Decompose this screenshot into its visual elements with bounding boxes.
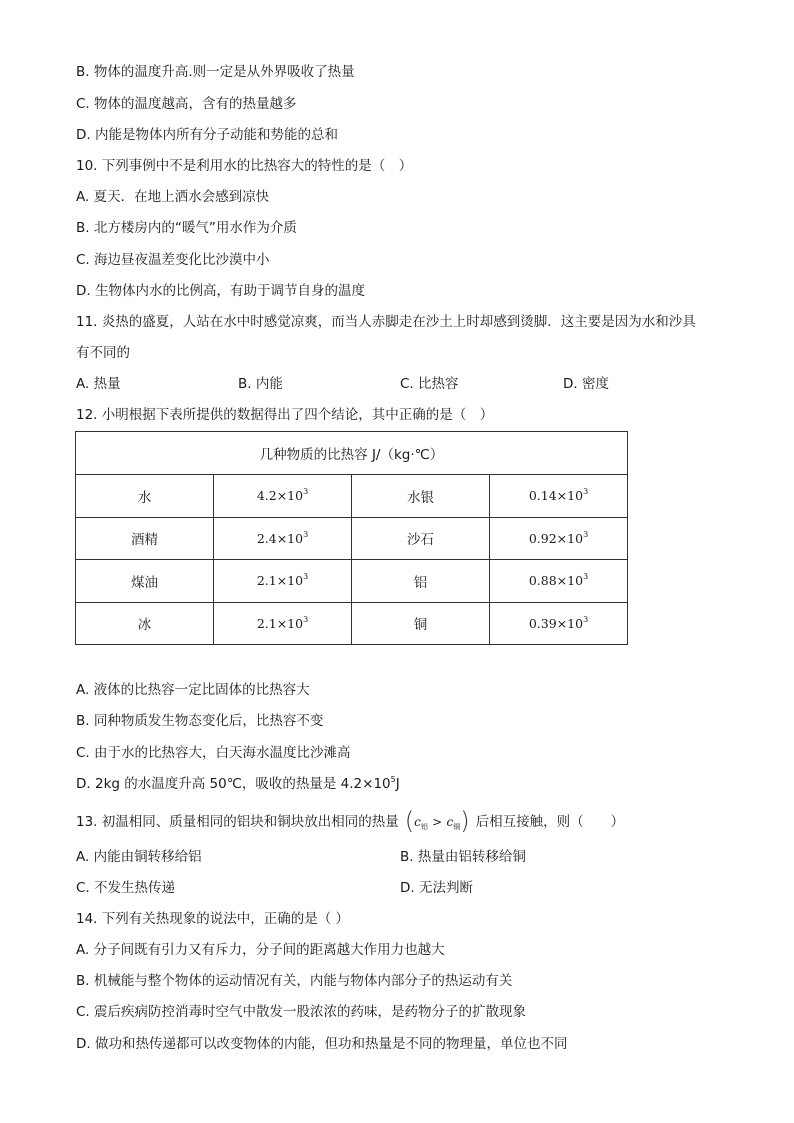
substance-cell: 酒精 [76, 517, 214, 560]
q12-option-a: A. 液体的比热容一定比固体的比热容大 [76, 682, 310, 698]
substance-cell: 铝 [352, 560, 490, 603]
q14-option-c: C. 震后疾病防控消毒时空气中散发一股浓浓的药味，是药物分子的扩散现象 [76, 1004, 527, 1020]
table-row [76, 602, 628, 645]
q11-stem-line1: 11. 炎热的盛夏，人站在水中时感觉凉爽，而当人赤脚走在沙土上时却感到烫脚．这主要是因为水和沙具 [76, 314, 696, 330]
table-row [76, 560, 628, 603]
value-cell: $0.14\times 10^3$ [490, 475, 628, 518]
substance-cell: 煤油 [76, 560, 214, 603]
q9-option-b: B. 物体的温度升高.则一定是从外界吸收了热量 [76, 64, 355, 80]
value-cell: $0.92\times 10^3$ [490, 517, 628, 560]
value-cell: $4.2\times 10^3$ [214, 475, 352, 518]
q13-option-c: C. 不发生热传递 [76, 880, 176, 896]
substance-cell: 铜 [352, 602, 490, 645]
q13-option-b: B. 热量由铝转移给铜 [400, 849, 526, 865]
value-cell: $0.88\times 10^3$ [490, 560, 628, 603]
value-cell: $0.39\times 10^3$ [490, 602, 628, 645]
q14-option-b: B. 机械能与整个物体的运动情况有关，内能与物体内部分子的热运动有关 [76, 973, 513, 989]
specific-heat-table [75, 431, 628, 645]
q11-option-a: A. 热量 [76, 376, 121, 392]
q10-option-a: A. 夏天．在地上洒水会感到凉快 [76, 189, 270, 205]
value-cell: $2.1\times 10^3$ [214, 560, 352, 603]
q12-option-b: B. 同种物质发生物态变化后，比热容不变 [76, 713, 324, 729]
q10-option-d: D. 生物体内水的比例高，有助于调节自身的温度 [76, 283, 365, 299]
substance-cell: 沙石 [352, 517, 490, 560]
q10-stem: 10. 下列事例中不是利用水的比热容大的特性的是（ ） [76, 158, 413, 174]
q14-stem: 14. 下列有关热现象的说法中，正确的是（ ） [76, 911, 350, 927]
q9-option-d: D. 内能是物体内所有分子动能和势能的总和 [76, 127, 338, 143]
q14-option-a: A. 分子间既有引力又有斥力，分子间的距离越大作用力也越大 [76, 942, 445, 958]
q13-stem: 13. 初温相同、质量相同的铝块和铜块放出相同的热量 $(c_铝 > c_铜)$ 后相互接触，则（ ） [76, 807, 625, 835]
q10-option-b: B. 北方楼房内的“暖气”用水作为介质 [76, 220, 297, 236]
q11-stem-line2: 有不同的 [76, 345, 130, 361]
heat-capacity-formula: $(c_铝 > c_铜)$ [404, 807, 470, 835]
q14-option-d: D. 做功和热传递都可以改变物体的内能，但功和热量是不同的物理量，单位也不同 [76, 1036, 568, 1052]
substance-cell: 水银 [352, 475, 490, 518]
q11-option-c: C. 比热容 [400, 376, 459, 392]
table-caption: 几种物质的比热容 J/（kg·℃） [76, 432, 628, 475]
q12-stem: 12. 小明根据下表所提供的数据得出了四个结论，其中正确的是（ ） [76, 407, 494, 423]
substance-cell: 水 [76, 475, 214, 518]
q11-option-d: D. 密度 [563, 376, 609, 392]
q12-option-d: D. 2kg 的水温度升高 50℃，吸收的热量是 $4.2\times 10^5J$ [76, 775, 400, 792]
q9-option-c: C. 物体的温度越高，含有的热量越多 [76, 96, 297, 112]
q12-option-c: C. 由于水的比热容大，白天海水温度比沙滩高 [76, 745, 351, 761]
q11-option-b: B. 内能 [238, 376, 283, 392]
value-cell: $2.4\times 10^3$ [214, 517, 352, 560]
q13-option-d: D. 无法判断 [400, 880, 473, 896]
q13-option-a: A. 内能由铜转移给铝 [76, 849, 202, 865]
table-row [76, 517, 628, 560]
q10-option-c: C. 海边昼夜温差变化比沙漠中小 [76, 252, 270, 268]
value-cell: $2.1\times 10^3$ [214, 602, 352, 645]
table-row [76, 475, 628, 518]
substance-cell: 冰 [76, 602, 214, 645]
